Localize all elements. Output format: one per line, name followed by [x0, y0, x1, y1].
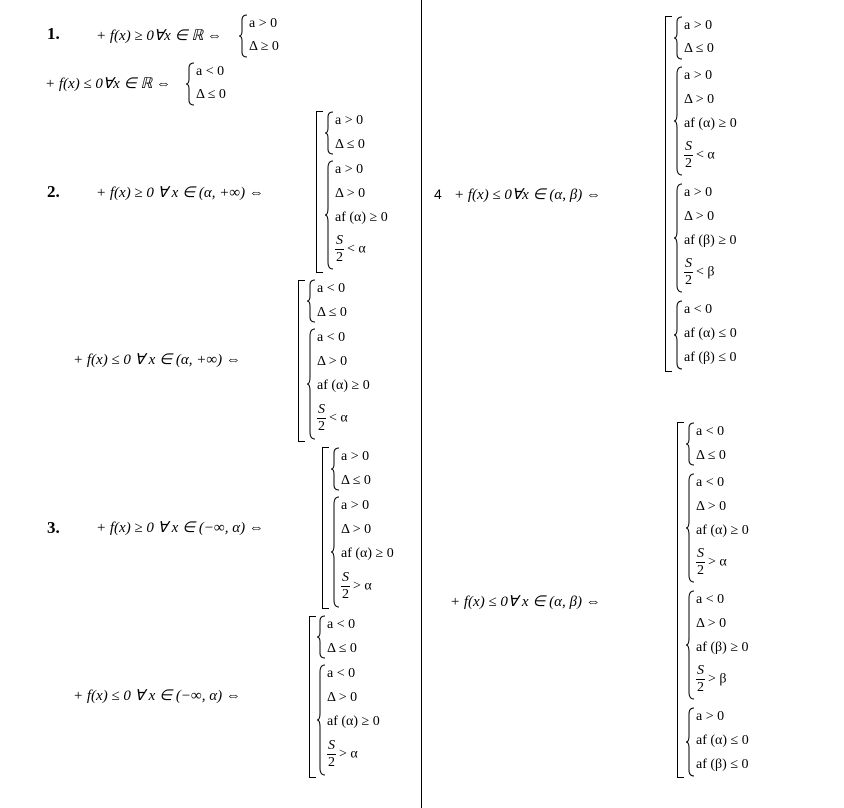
union-bracket: [298, 280, 305, 442]
fraction: [317, 402, 326, 435]
system-line: a < 0: [317, 281, 346, 296]
system-line: Δ ≤ 0: [335, 137, 365, 152]
fraction-denominator: 2: [697, 563, 704, 578]
fraction-line: [327, 738, 358, 771]
fraction-denominator: 2: [318, 419, 325, 434]
system-line: a > 0: [335, 162, 364, 177]
system-line: Δ > 0: [335, 186, 366, 201]
fraction-line: [696, 663, 727, 696]
system-line: a < 0: [327, 666, 356, 681]
fraction-relation: < α: [347, 241, 366, 257]
brace-icon: [673, 66, 683, 176]
condition-2b: + f(x) ≤ 0 ∀ x ∈ (α, +∞) ⇔: [73, 352, 241, 368]
system-line: a > 0: [696, 709, 725, 724]
condition-1a: + f(x) ≥ 0∀x ∈ ℝ ⇔: [96, 28, 223, 44]
fraction: [335, 233, 344, 266]
system-line: af (β) ≥ 0: [684, 233, 737, 248]
system-line: af (β) ≤ 0: [696, 757, 749, 772]
fraction: [684, 139, 693, 172]
system-line: a < 0: [684, 302, 713, 317]
fraction-numerator: S: [328, 738, 335, 753]
fraction-line: [341, 570, 372, 603]
system-line: Δ > 0: [684, 209, 715, 224]
system-line: Δ > 0: [317, 354, 348, 369]
brace-icon: [306, 279, 316, 323]
system-line: a > 0: [341, 449, 370, 464]
brace-icon: [673, 300, 683, 370]
system-line: Δ ≤ 0: [317, 305, 347, 320]
brace-icon: [685, 590, 695, 700]
fraction-numerator: S: [342, 570, 349, 585]
system-line: a < 0: [196, 64, 225, 79]
brace-icon: [673, 183, 683, 293]
condition-4b: + f(x) ≤ 0∀ x ∈ (α, β) ⇔: [450, 594, 601, 610]
fraction-numerator: S: [685, 139, 692, 154]
fraction-relation: < β: [696, 264, 715, 280]
union-bracket: [677, 422, 684, 778]
system-line: Δ ≤ 0: [696, 448, 726, 463]
brace-icon: [685, 422, 695, 466]
fraction-relation: < α: [696, 147, 715, 163]
union-bracket: [665, 16, 672, 372]
item-number-4: 4: [434, 186, 442, 202]
brace-icon: [316, 615, 326, 659]
item-number-3: 3.: [47, 518, 60, 537]
system-line: a > 0: [341, 498, 370, 513]
fraction: [341, 570, 350, 603]
system-line: a > 0: [335, 113, 364, 128]
system-line: a < 0: [696, 475, 725, 490]
brace-icon: [185, 62, 195, 106]
fraction-relation: > β: [708, 671, 727, 687]
fraction-relation: > α: [339, 746, 358, 762]
brace-icon: [316, 664, 326, 776]
system-line: Δ ≤ 0: [684, 41, 714, 56]
brace-icon: [330, 447, 340, 491]
system-line: af (α) ≥ 0: [341, 546, 394, 561]
system-line: Δ > 0: [341, 522, 372, 537]
brace-icon: [306, 328, 316, 440]
system-line: af (α) ≥ 0: [684, 116, 737, 131]
union-bracket: [309, 616, 316, 778]
condition-4a: + f(x) ≤ 0∀x ∈ (α, β) ⇔: [454, 187, 601, 203]
fraction-relation: > α: [708, 554, 727, 570]
brace-icon: [324, 111, 334, 155]
condition-3b: + f(x) ≤ 0 ∀ x ∈ (−∞, α) ⇔: [73, 688, 241, 704]
system-line: a < 0: [317, 330, 346, 345]
fraction-numerator: S: [685, 256, 692, 271]
fraction-denominator: 2: [685, 273, 692, 288]
fraction: [327, 738, 336, 771]
system-line: Δ > 0: [684, 92, 715, 107]
fraction-denominator: 2: [697, 680, 704, 695]
system-line: Δ ≥ 0: [249, 39, 279, 54]
system-line: a > 0: [684, 185, 713, 200]
union-bracket: [322, 447, 329, 609]
system-line: Δ > 0: [327, 690, 358, 705]
fraction-line: [684, 256, 715, 289]
system-line: a < 0: [327, 617, 356, 632]
fraction-line: [684, 139, 715, 172]
fraction-line: [335, 233, 366, 266]
system-line: af (α) ≤ 0: [696, 733, 749, 748]
brace-icon: [685, 473, 695, 583]
system-line: af (α) ≥ 0: [317, 378, 370, 393]
system-line: a > 0: [684, 68, 713, 83]
system-line: af (β) ≥ 0: [696, 640, 749, 655]
brace-icon: [673, 16, 683, 60]
brace-icon: [330, 496, 340, 608]
item-number-1: 1.: [47, 24, 60, 43]
system-line: af (α) ≥ 0: [335, 210, 388, 225]
brace-icon: [685, 707, 695, 777]
system-line: Δ ≤ 0: [327, 641, 357, 656]
fraction-denominator: 2: [328, 755, 335, 770]
column-divider: [421, 0, 422, 808]
fraction-denominator: 2: [685, 156, 692, 171]
system-line: a < 0: [696, 424, 725, 439]
system-line: af (α) ≥ 0: [696, 523, 749, 538]
fraction-relation: < α: [329, 410, 348, 426]
brace-icon: [324, 160, 334, 270]
fraction-relation: > α: [353, 578, 372, 594]
system-line: Δ ≤ 0: [196, 87, 226, 102]
system-line: Δ > 0: [696, 499, 727, 514]
system-line: a > 0: [684, 18, 713, 33]
fraction-numerator: S: [318, 402, 325, 417]
system-line: Δ ≤ 0: [341, 473, 371, 488]
fraction-numerator: S: [336, 233, 343, 248]
fraction-denominator: 2: [342, 587, 349, 602]
condition-1b: + f(x) ≤ 0∀x ∈ ℝ ⇔: [45, 76, 172, 92]
item-number-2: 2.: [47, 182, 60, 201]
condition-2a: + f(x) ≥ 0 ∀ x ∈ (α, +∞) ⇔: [96, 185, 264, 201]
system-line: af (β) ≤ 0: [684, 350, 737, 365]
system-line: af (α) ≤ 0: [684, 326, 737, 341]
system-line: a > 0: [249, 16, 278, 31]
fraction-line: [696, 546, 727, 579]
fraction-line: [317, 402, 348, 435]
condition-3a: + f(x) ≥ 0 ∀ x ∈ (−∞, α) ⇔: [96, 520, 264, 536]
union-bracket: [316, 111, 323, 273]
fraction: [684, 256, 693, 289]
fraction-numerator: S: [697, 663, 704, 678]
fraction-numerator: S: [697, 546, 704, 561]
fraction: [696, 546, 705, 579]
brace-icon: [238, 14, 248, 58]
system-line: af (α) ≥ 0: [327, 714, 380, 729]
system-line: a < 0: [696, 592, 725, 607]
fraction: [696, 663, 705, 696]
system-line: Δ > 0: [696, 616, 727, 631]
fraction-denominator: 2: [336, 250, 343, 265]
